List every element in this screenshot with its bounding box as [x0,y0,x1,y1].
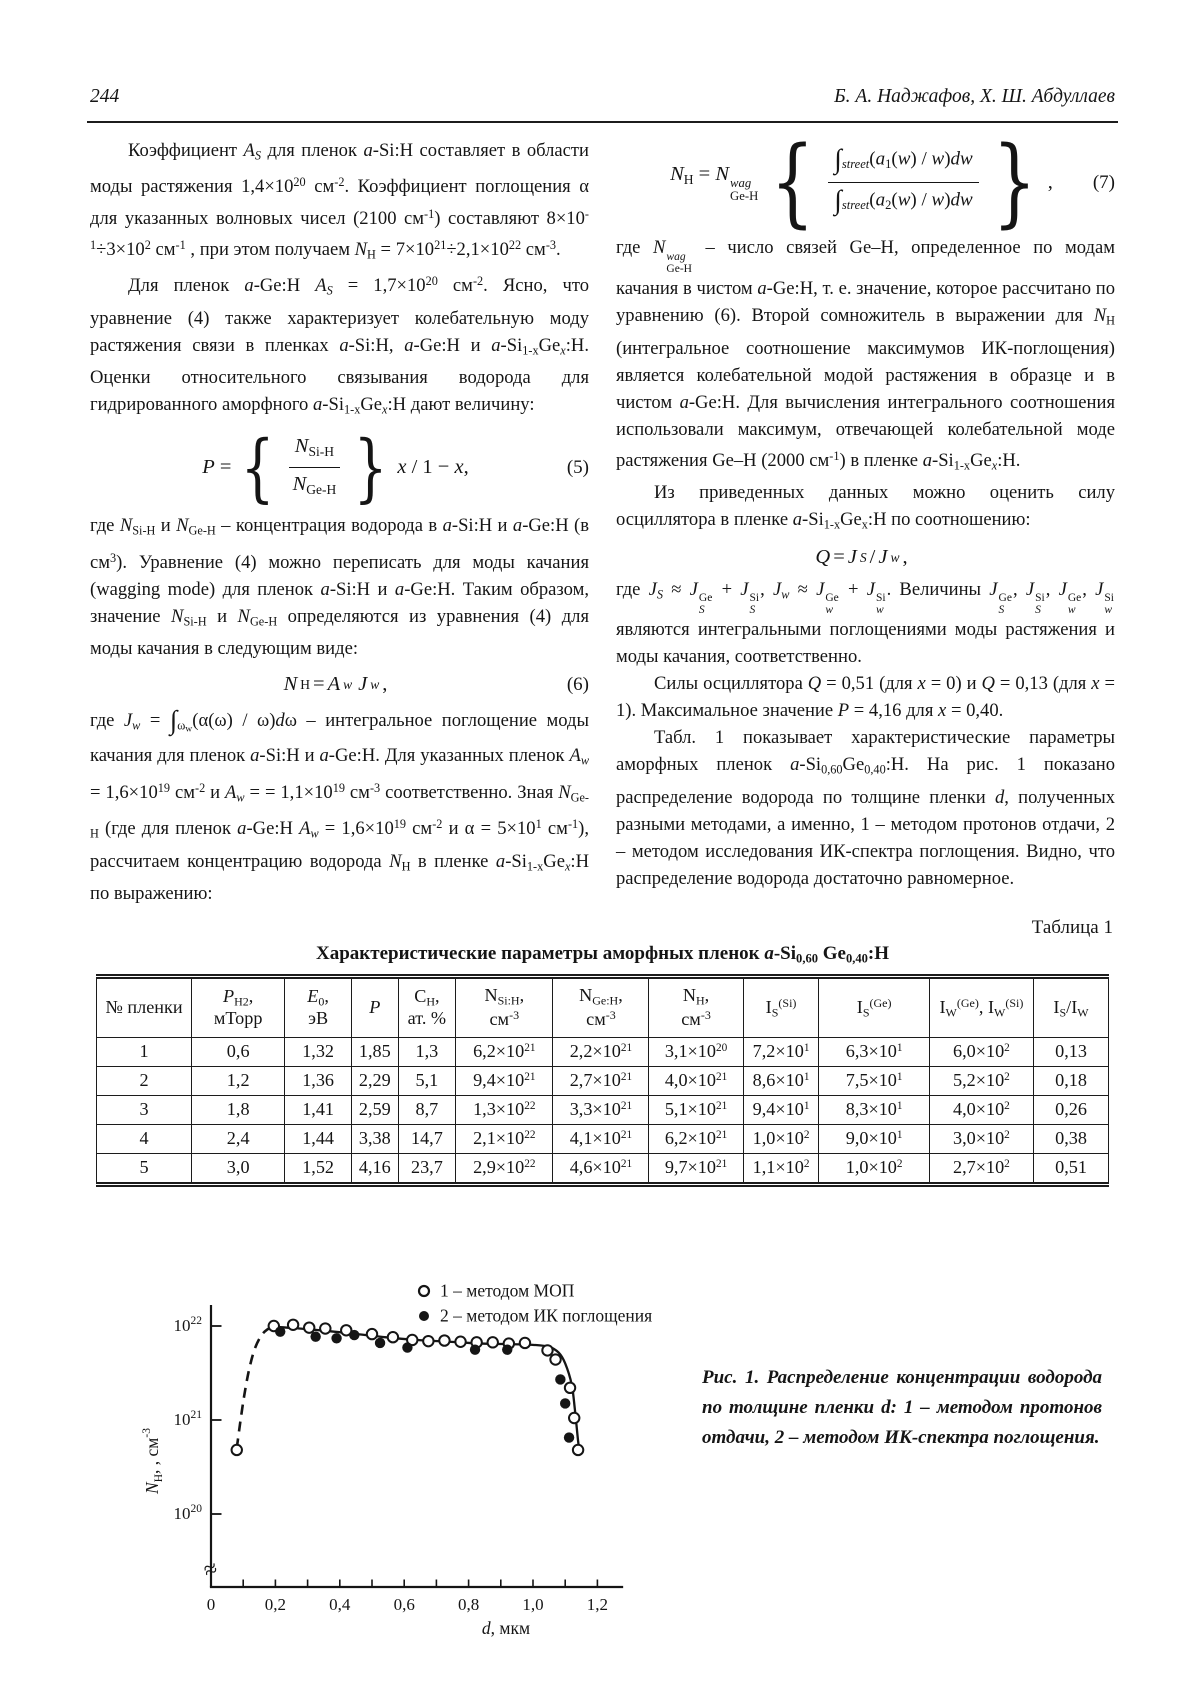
table-row [97,1037,1109,1066]
table-cell: $6,2\times 10^{21}$ [456,1037,553,1066]
table-cell: $9,4\times 10^{21}$ [456,1066,553,1095]
table-cell: $6,3\times 10^1$ [819,1037,929,1066]
data-point-open [542,1345,552,1355]
paragraph: Из приведенных данных можно оценить силу осциллятора в пленке a-Si1-xGex:H по соотношению: [616,482,1115,532]
table-cell: $3,3\times 10^{21}$ [553,1095,649,1124]
table-cell: $1,0\times 10^2$ [819,1153,929,1184]
data-point-filled [560,1398,570,1408]
paragraph: где NSi-H и NGe-H – концентрация водорода в a-Si:H и a-Ge:H (в $см^3$). Уравнение (4) можно переписать для моды качания (wagging mode) для пленок a-Si:H и a-Ge:H. Таким образом, значение NSi-H и NGe-H определяются из уравнения (4) для моды качания в следующим виде: [90,515,590,660]
table-header-cell: IS/IW [1034,976,1109,1037]
table-header-cell: E0, эВ [285,976,352,1037]
data-point-open [573,1445,583,1455]
table-cell: $6,0\times 10^2$ [929,1037,1033,1066]
table-row [97,1124,1109,1153]
table-cell: 4,16 [352,1153,399,1184]
parameters-table [96,974,1109,1187]
data-point-open [565,1383,575,1393]
table-header-cell: $IS^{(Ge)}$ [819,976,929,1037]
table-cell: $5,1\times 10^{21}$ [649,1095,743,1124]
table-cell: $2,7\times 10^2$ [929,1153,1033,1184]
paragraph: где N wag Ge-H – число связей Ge–H, определенное по модам качания в чистом a-Ge:H, т. е. значение, которое рассчитано по уравнению (6). Второй сомножитель в выражении для NH (интегральное соотношение максимумов ИК-поглощения) является колебательной модой растяжения в образце и в чистом a-Ge:H. Для вычисления интегрального соотношения использовали максимум, отвечающей колебательной моде растяжения Ge–H (2000 $см^{-1}$) в пленке a-Si1-xGex:H. [616,237,1116,473]
right-brace: } [992,126,1037,238]
table-cell: 8,7 [398,1095,456,1124]
equation-7 [616,126,1115,238]
page-header [90,86,1115,108]
x-tick-label: 0,6 [393,1594,415,1614]
table-cell: 4 [97,1124,192,1153]
header-rule [87,121,1118,123]
table-cell: 5 [97,1153,192,1184]
equation-number: (6) [566,674,589,696]
legend-label: 1 – методом МОП [440,1280,575,1301]
data-point-open [439,1335,449,1345]
fraction-numerator: ∫street(a1(w) / w)dw [828,145,978,182]
paragraph: где JS ≈ J Ge S + J Si S , Jw ≈ J Ge w + J Si w . Величины J Ge S , J Si S , J Ge w , J Si w являются интегральными поглощениями моды растяжения и моды качания, соответственно. [616,578,1115,668]
data-point-filled [402,1342,412,1352]
two-column-body [90,126,1116,907]
table-header-cell: PH2, мТорр [192,976,285,1037]
table-cell: 2,59 [352,1095,399,1124]
equation-lhs: NH = N wag Ge-H [670,162,759,204]
left-brace: { [241,424,275,511]
open-circle [419,1286,429,1296]
table-cell: 2 [97,1066,192,1095]
table-cell: 1,3 [398,1037,456,1066]
x-tick-label: 0,8 [457,1594,480,1614]
table-cell: 1,85 [352,1037,399,1066]
table-cell: 1,32 [285,1037,352,1066]
table-cell: $4,0\times 10^{21}$ [649,1066,743,1095]
table-header-cell: $IW^{(Ge)}$, $IW^{(Si)}$ [929,976,1033,1037]
data-point-open [569,1413,579,1423]
data-point-filled [349,1330,359,1340]
equation-5 [90,424,589,511]
data-point-filled [502,1344,512,1354]
equation-lhs: P = [202,456,232,479]
table-cell: 1,36 [285,1066,352,1095]
table-cell: 1,2 [192,1066,285,1095]
table-header-cell: NH, $см^{-3}$ [649,976,743,1037]
table-header-cell: P [352,976,399,1037]
table-cell: $4,0\times 10^2$ [929,1095,1033,1124]
data-point-open [550,1354,560,1364]
x-tick-label: 0 [206,1594,216,1614]
table-cell: 14,7 [398,1124,456,1153]
trend-dashed [237,1327,274,1448]
y-tick-label: $10^{21}$ [173,1408,202,1429]
table-header-cell: NGe:H, $см^{-3}$ [553,976,649,1037]
filled-circle [419,1311,429,1321]
x-tick-label: 0,2 [264,1594,287,1614]
hydrogen-depth-chart [134,1193,654,1645]
table-cell: $1,1\times 10^2$ [743,1153,819,1184]
data-point-filled [470,1344,480,1354]
table-cell: 3,0 [192,1153,285,1184]
table-cell: 0,6 [192,1037,285,1066]
table-cell: 0,18 [1034,1066,1109,1095]
data-point-open [455,1336,465,1346]
table-cell: $5,2\times 10^2$ [929,1066,1033,1095]
paragraph: Табл. 1 показывает характеристические параметры аморфных пленок a-Si0,60Ge0,40:H. На рис. 1 показано распределение водорода по толщине пленки d, полученных разными методами, а именно, 1 – методом протонов отдачи, 2 – методом исследования ИК-спектра поглощения. Видно, что распределение водорода достаточно равномерное. [616,727,1115,889]
table-cell: 5,1 [398,1066,456,1095]
y-tick-label: $10^{22}$ [173,1314,202,1335]
table-cell: 3,38 [352,1124,399,1153]
table-cell: $8,6\times 10^1$ [743,1066,819,1095]
table-row [97,1095,1109,1124]
table-cell: $3,0\times 10^2$ [929,1124,1033,1153]
legend-label: 2 – методом ИК поглощения [440,1305,653,1326]
data-point-open [232,1445,242,1455]
table-cell: $2,1\times 10^{22}$ [456,1124,553,1153]
table-cell: $7,2\times 10^1$ [743,1037,819,1066]
data-point-filled [275,1326,285,1336]
data-point-filled [331,1333,341,1343]
header-authors: Б. А. Наджафов, Х. Ш. Абдуллаев [834,86,1115,107]
figure-1 [90,1191,1115,1671]
y-axis-label: $N_H$, , $см^{-3}$ [141,1427,165,1494]
data-point-filled [555,1374,565,1384]
data-point-filled [564,1432,574,1442]
left-brace: { [770,126,815,238]
figure-caption: Рис. 1. Распределение концентрации водорода по толщине пленки d: 1 – методом протонов отдачи, 2 – методом ИК-спектра поглощения. [702,1366,1102,1448]
table-cell: $9,4\times 10^1$ [743,1095,819,1124]
data-point-open [520,1338,530,1348]
table-cell: $2,7\times 10^{21}$ [553,1066,649,1095]
fraction-numerator: NSi-H [289,433,340,469]
data-point-filled [375,1338,385,1348]
equation-6 [90,671,589,698]
data-point-open [423,1336,433,1346]
table-cell: $1,3\times 10^{22}$ [456,1095,553,1124]
table-cell: 2,29 [352,1066,399,1095]
table-cell: $4,1\times 10^{21}$ [553,1124,649,1153]
paragraph: где $Jw = \int\omega_w(\alpha(\omega) / \omega)d\omega$ – интегральное поглощение моды качания для пленок a-Si:H и a-Ge:H. Для указанных пленок $Aw = 1,6\times 10^{19}$ $см^{-2}$ и Aw = = $1,1\times 10^{19}$ $см^{-3}$ соответственно. Зная NGe-H (где для пленок a-Ge:H $Aw = 1,6\times 10^{19}$ $см^{-2}$ и $\alpha = 5\times 10^1$ $см^{-1}$), рассчитаем концентрацию водорода NH в пленке a-Si1-xGex:H по выражению: [90,705,590,905]
table-cell: 0,38 [1034,1124,1109,1153]
data-point-open [488,1337,498,1347]
fraction-denominator: NGe-H [292,473,337,498]
table-cell: $3,1\times 10^{20}$ [649,1037,743,1066]
equation-body: Q = J S / J w , [815,545,908,568]
table-cell: $7,5\times 10^1$ [819,1066,929,1095]
fraction [287,433,343,504]
table-cell: 1,44 [285,1124,352,1153]
equation-q [616,544,1115,571]
table-header-cell: № пленки [97,976,192,1037]
table-cell: $9,0\times 10^1$ [819,1124,929,1153]
table-cell: $6,2\times 10^{21}$ [649,1124,743,1153]
x-tick-label: 1,2 [586,1594,609,1614]
table-cell: 0,13 [1034,1037,1109,1066]
y-tick-label: $10^{20}$ [173,1502,202,1523]
fraction-denominator: ∫street(a2(w) / w)dw [834,183,973,215]
data-point-open [288,1319,298,1329]
equation-comma: , [1047,170,1053,193]
table-cell: 1,8 [192,1095,285,1124]
table-cell: 23,7 [398,1153,456,1184]
data-point-open [320,1323,330,1333]
equation-rhs: x / 1 − x, [397,456,469,479]
left-column [90,137,589,907]
table-title: Характеристические параметры аморфных пленок a-Si0,60 Ge0,40:H [316,943,889,966]
axis-break: ≈ [200,1555,221,1585]
data-point-open [367,1329,377,1339]
x-tick-label: 0,4 [329,1594,351,1614]
fraction [828,145,978,218]
table-row [97,1153,1109,1184]
table-header-cell: NSi:H, $см^{-3}$ [456,976,553,1037]
table-cell: 1,41 [285,1095,352,1124]
table-cell: 0,26 [1034,1095,1109,1124]
paragraph: Силы осциллятора Q = 0,51 (для x = 0) и Q = 0,13 (для x = 1). Максимальное значение P = 4,16 для x = 0,40. [616,673,1115,722]
table-cell: $9,7\times 10^{21}$ [649,1153,743,1184]
page-number: 244 [90,86,120,107]
data-point-filled [310,1331,320,1341]
table-header-cell: CH, ат. % [398,976,456,1037]
table-header-cell: $IS^{(Si)}$ [743,976,819,1037]
paragraph: Для пленок a-Ge:H AS = $1,7\times 10^{20}$ $см^{-2}$. Ясно, что уравнение (4) также характеризует колебательную моду растяжения связи в пленках a-Si:H, a-Ge:H и a-Si1-xGex:H. Оценки относительного связывания водорода для гидрированного аморфного a-Si1-xGex:H дают величину: [90,274,589,417]
data-point-open [388,1332,398,1342]
table-cell: $2,2\times 10^{21}$ [553,1037,649,1066]
equation-number: (5) [566,457,589,479]
table-cell: 0,51 [1034,1153,1109,1184]
table-row [97,1066,1109,1095]
table-cell: 1 [97,1037,192,1066]
table-cell: $8,3\times 10^1$ [819,1095,929,1124]
table-cell: $1,0\times 10^2$ [743,1124,819,1153]
table-cell: 1,52 [285,1153,352,1184]
x-tick-label: 1,0 [522,1594,544,1614]
data-point-open [304,1322,314,1332]
equation-number: (7) [1092,171,1115,193]
right-brace: } [353,424,388,511]
page-content [90,126,1116,1671]
table-cell: $4,6\times 10^{21}$ [553,1153,649,1184]
paragraph: Коэффициент AS для пленок a-Si:H составляет в области моды растяжения $1,4\times 10^{20}$ $см^{-2}$. Коэффициент поглощения α для указанных волновых чисел (2100 $см^{-1}$) составляют $8\times 10^{-1}\div 3\times 10^2$ $см^{-1}$ , при этом получаем NH = $7\times 10^{21}\div 2,1\times 10^{22}$ $см^{-3}$. [90,140,590,262]
x-axis-label: d, мкм [481,1617,531,1638]
table-cell: 2,4 [192,1124,285,1153]
table-cell: $2,9\times 10^{22}$ [456,1153,553,1184]
right-column [616,126,1116,907]
equation-body: N H = A w J w , [283,673,388,696]
table-label: Таблица 1 [1031,917,1113,939]
table-cell: 3 [97,1095,192,1124]
